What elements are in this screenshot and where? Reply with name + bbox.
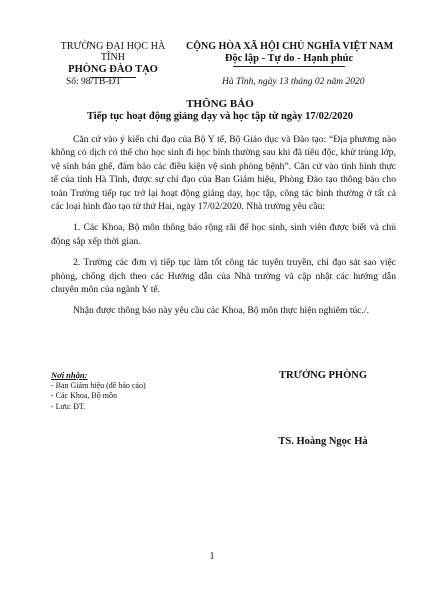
document-body	[51, 133, 396, 326]
signer-title: TRƯỞNG PHÒNG	[279, 370, 367, 381]
recipient-item: - Các Khoa, Bộ môn	[51, 391, 117, 400]
department-name: PHÒNG ĐÀO TẠO	[68, 64, 158, 75]
recipients-heading: Nơi nhận:	[51, 370, 88, 380]
document-subtitle: Tiếp tục hoạt động giảng dạy và học tập từ ngày 17/02/2020	[86, 111, 354, 122]
issuing-organization	[48, 41, 178, 78]
recipients-block	[51, 370, 201, 412]
motto-text: Độc lập - Tự do - Hạnh phúc	[224, 53, 354, 64]
body-paragraph: 1. Các Khoa, Bộ môn thông báo rộng rãi để học sinh, sinh viên được biết và chủ động sắp xếp thời gian.	[51, 222, 396, 247]
signer-name: TS. Hoàng Ngọc Hà	[278, 436, 368, 447]
country-name: CỘNG HÒA XÃ HỘI CHỦ NGHĨA VIỆT NAM	[186, 41, 394, 52]
motto-underline	[233, 66, 345, 67]
university-name: TRƯỜNG ĐẠI HỌC HÀ TĨNH	[60, 41, 166, 63]
body-paragraph: Căn cứ vào ý kiến chỉ đạo của Bộ Y tế, Bộ Giáo dục và Đào tạo: “Địa phương nào không có dịch có thể cho học sinh đi học bình thường sau khi đã tiêu độc, khử trùng lớp, vệ sinh bán ghế, đảm bảo các điều kiện vệ sinh phòng bệnh”. Căn cứ vào tình hình thực tế của tỉnh Hà Tĩnh, được sự chỉ đạo của Ban Giám hiệu, Phòng Đào tạo thông báo cho toàn Trường tiếp tục trở lại hoạt động giảng dạy, học tập, công tác bình thường ở tất cả các loại hình đào tạo từ thứ Hai, ngày 17/02/2020. Nhà trường yêu cầu:	[51, 134, 396, 213]
recipient-item: - Lưu: ĐT.	[51, 401, 86, 411]
body-paragraph: 2. Trường các đơn vị tiếp tục làm tốt công tác tuyên truyền, chỉ đạo sát sao việc phòng, chống dịch theo các Hướng dẫn của Nhà trường và cập nhật các hướng dẫn chuyên môn của ngành Y tế.	[51, 257, 396, 296]
national-motto	[186, 41, 392, 67]
document-date: Hà Tĩnh, ngày 13 tháng 02 năm 2020	[222, 77, 365, 87]
document-title: THÔNG BÁO	[186, 98, 254, 110]
page-number: 1	[209, 551, 215, 562]
recipient-item: - Ban Giám hiệu (để báo cáo)	[51, 380, 146, 390]
document-number: Số: 98/TB-ĐT	[66, 77, 122, 87]
body-paragraph: Nhận được thông báo này yêu cầu các Khoa, Bộ môn thực hiện nghiêm túc./.	[73, 305, 370, 317]
